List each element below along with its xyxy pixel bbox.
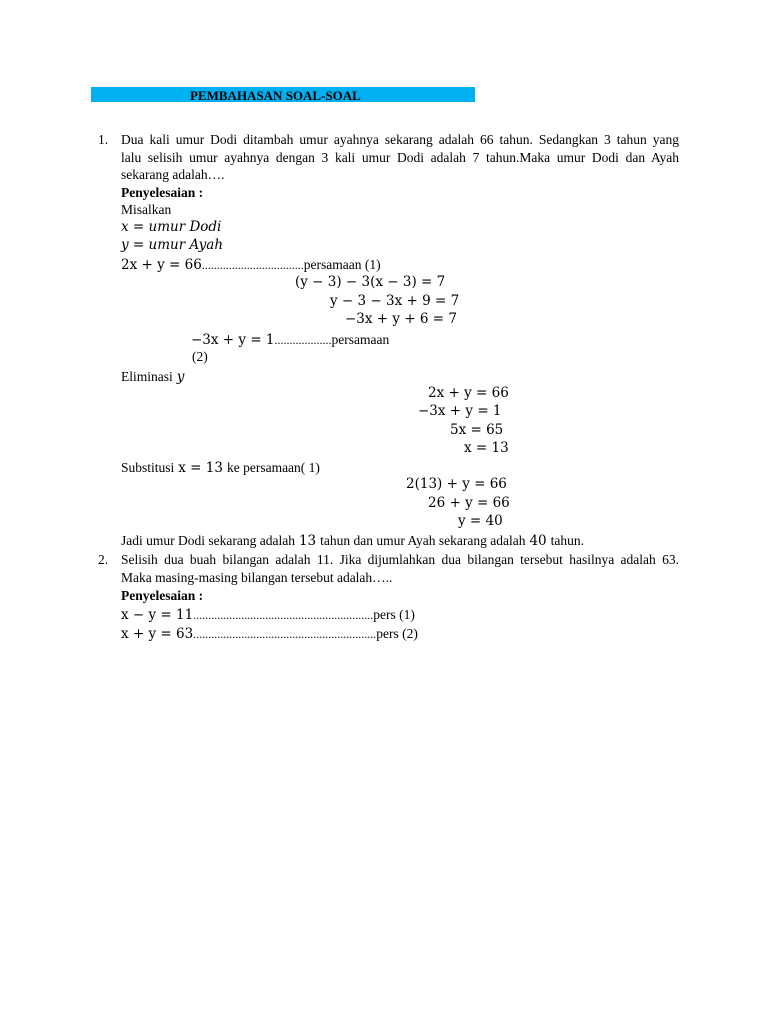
- q2-equation-1-dots: ............................................................: [193, 608, 374, 622]
- equation-2-row: [191, 332, 389, 348]
- equation-2: −3x + y = 1: [191, 332, 275, 348]
- elimination-line-2: −3x + y = 1: [418, 403, 502, 419]
- substitution-equation: x = 13: [178, 460, 223, 476]
- q2-equation-2-label: pers (2): [376, 626, 418, 641]
- answer-suffix: tahun.: [550, 533, 585, 548]
- question-2-number: 2.: [98, 552, 109, 567]
- step-2: y − 3 − 3x + 9 = 7: [330, 293, 460, 309]
- elimination-line-4: x = 13: [464, 440, 509, 456]
- question-2-solution-label: Penyelesaian :: [121, 588, 204, 603]
- substitution-suffix: ke persamaan( 1): [226, 460, 320, 475]
- question-1-line-1: Dua kali umur Dodi ditambah umur ayahnya sekarang adalah 66 tahun. Sedangkan 3 tahun yang: [121, 132, 679, 147]
- equation-2-dots: ...................: [274, 333, 332, 347]
- definition-x: x = umur Dodi: [121, 219, 222, 235]
- equation-1-label: persamaan (1): [303, 257, 381, 272]
- substitution-line-3: y = 40: [458, 513, 503, 529]
- page-heading: PEMBAHASAN SOAL-SOAL: [190, 88, 361, 103]
- substitution-line-1: 2(13) + y = 66: [406, 476, 507, 492]
- question-1-number: 1.: [98, 132, 109, 147]
- answer-value-1: 13: [298, 533, 317, 549]
- substitution-line-2: 26 + y = 66: [428, 495, 510, 511]
- answer-row: [121, 533, 584, 549]
- answer-prefix: Jadi umur Dodi sekarang adalah: [121, 533, 295, 548]
- question-1-line-3: sekarang adalah….: [121, 167, 225, 182]
- substitution-prefix: Substitusi: [121, 460, 175, 475]
- q2-equation-1: x − y = 11: [121, 607, 194, 623]
- equation-1: 2x + y = 66: [121, 257, 202, 273]
- heading-bar: [91, 87, 475, 102]
- elimination-row: [121, 369, 184, 385]
- answer-middle: tahun dan umur Ayah sekarang adalah: [320, 533, 526, 548]
- q2-equation-1-label: pers (1): [373, 607, 415, 622]
- question-2-line-2: Maka masing-masing bilangan tersebut adalah…..: [121, 570, 393, 585]
- elimination-variable: y: [176, 369, 185, 385]
- elimination-line-1: 2x + y = 66: [428, 385, 509, 401]
- step-3: −3x + y + 6 = 7: [345, 311, 458, 327]
- equation-2-number: (2): [192, 349, 208, 364]
- misalkan-label: Misalkan: [121, 202, 172, 217]
- elimination-line-3: 5x = 65: [450, 422, 504, 438]
- q2-equation-2: x + y = 63: [121, 626, 194, 642]
- equation-2-label: persamaan: [331, 332, 390, 347]
- definition-y: y = umur Ayah: [121, 237, 224, 253]
- equation-1-dots: ..................................: [201, 258, 304, 272]
- elimination-label: Eliminasi: [121, 369, 173, 384]
- question-2-line-1: Selisih dua buah bilangan adalah 11. Jika dijumlahkan dua bilangan tersebut hasilnya adalah 63.: [121, 552, 679, 567]
- answer-value-2: 40: [529, 533, 547, 549]
- equation-1-row: [121, 257, 381, 273]
- step-1: (y − 3) − 3(x − 3) = 7: [295, 274, 446, 290]
- q2-equation-2-dots: .............................................................: [193, 627, 377, 641]
- question-1-line-2: lalu selisih umur ayahnya dengan 3 kali umur Dodi adalah 7 tahun.Maka umur Dodi dan Ayah: [121, 150, 679, 165]
- q2-equation-2-row: [121, 626, 418, 642]
- substitution-row: [121, 460, 320, 476]
- q2-equation-1-row: [121, 607, 415, 623]
- question-1-solution-label: Penyelesaian :: [121, 185, 204, 200]
